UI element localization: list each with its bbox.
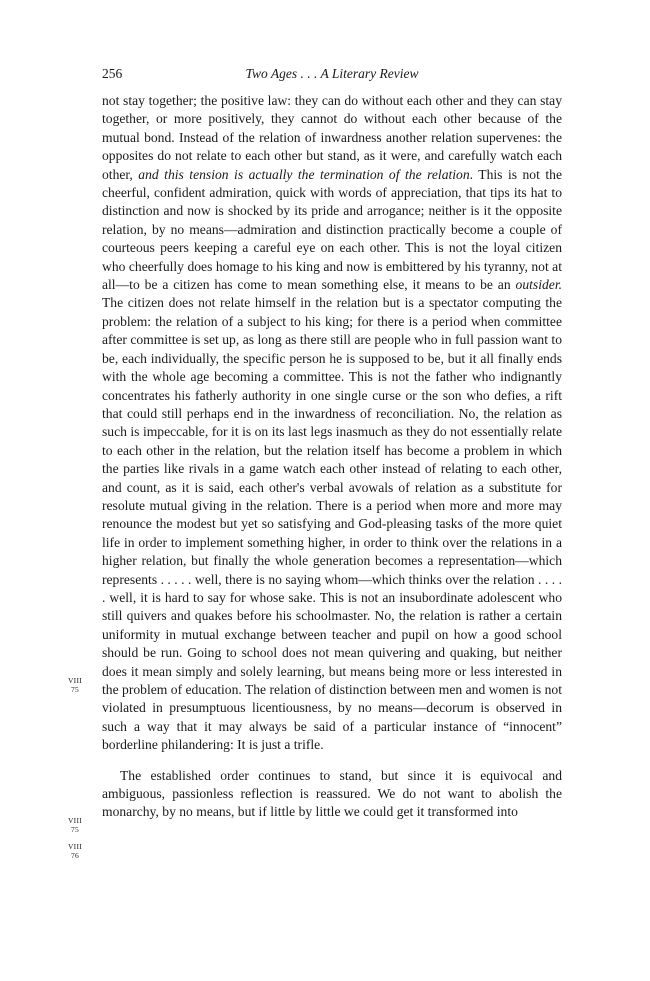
margin-reference [58, 842, 92, 860]
margin-ref-page: 76 [70, 851, 80, 860]
paragraph-2: The established order continues to stand, but since it is equivocal and ambiguous, passionless reflection is reassured. We do not want to abolish the monarchy, by no means, but if little by little we could get it transformed into [102, 767, 562, 820]
body-text [102, 92, 562, 822]
text-run: The citizen does not relate himself in the relation but is a spectator computing the problem: the relation of a subject to his king; for there is a period when committee after committee is set up, as long as there still are people who in full passion want to be, each individually, the specific person he is supposed to be, but it all finally ends with the whole age becoming a committee. This is not the father who indignantly concentrates his fatherly authority in one single curse or the son who defies, a rift that could still perhaps end in the inwardness of reconciliation. No, the relation as such is impeccable, for it is on its last legs inasmuch as they do not essentially relate to each other in the relation, but the relation itself has become a problem in which the parties like rivals in a game watch each other instead of relating to each other, and count, as it is said, each other's verbal avowals of relation as a substitute for resolute mutual giving in the relation. There is a period when more and more may renounce the modest but yet so satisfying and God-pleasing tasks of the more quiet life in order to implement something higher, in order to think over the relations in a higher relation, but finally the whole generation becomes a representation—which represents . . . . . well, there is no saying whom—which thinks over the relation . . . . . well, it is hard to say for whose sake. This is not an insubordinate adolescent who still quivers and quakes before his schoolmaster. No, the relation is rather a certain uniformity in mutual exchange between teacher and pupil on how a good school should be run. Going to school does not mean quivering and quaking, but neither does it mean simply and solely learning, but means being more or less interested in the problem of education. The relation of distinction between men and women is not violated in presumptuous licentiousness, by no means—decorum is observed in such a way that it may always be said of a particular instance of “innocent” borderline philandering: It is just a trifle. [102, 295, 562, 753]
text-run: not stay together; the positive law: they can do without each other and they can stay together, or more positively, they cannot do without each other because of the mutual bond. Instead of the relation of inwardness another relation supervenes: the opposites do not relate to each other but stand, as it were, and carefully watch each other, [102, 93, 562, 182]
running-header [102, 66, 562, 86]
italic-phrase: and this tension is actually the termination of the relation [138, 166, 470, 182]
page-number: 256 [102, 66, 123, 81]
margin-reference [58, 676, 92, 694]
paragraph-1 [102, 92, 562, 755]
running-title: Two Ages . . . A Literary Review [245, 66, 419, 81]
margin-ref-volume: VIII [67, 676, 83, 685]
margin-ref-page: 75 [70, 685, 80, 694]
margin-ref-page: 75 [70, 825, 80, 834]
margin-ref-volume: VIII [67, 816, 83, 825]
margin-ref-volume: VIII [67, 842, 83, 851]
text-run: . This is not the cheerful, confident admiration, quick with words of appreciation, that tips its hat to distinction and now is shocked by its pride and arrogance; neither is it the opposite relation, by no means—admiration and distinction practically become a couple of courteous peers keeping a careful eye on each other. This is not the loyal citizen who cheerfully does homage to his king and now is embittered by his tyranny, not at all—to be a citizen has come to mean something else, it means to be an [102, 166, 562, 293]
italic-word: outsider. [515, 277, 562, 293]
margin-reference [58, 816, 92, 834]
